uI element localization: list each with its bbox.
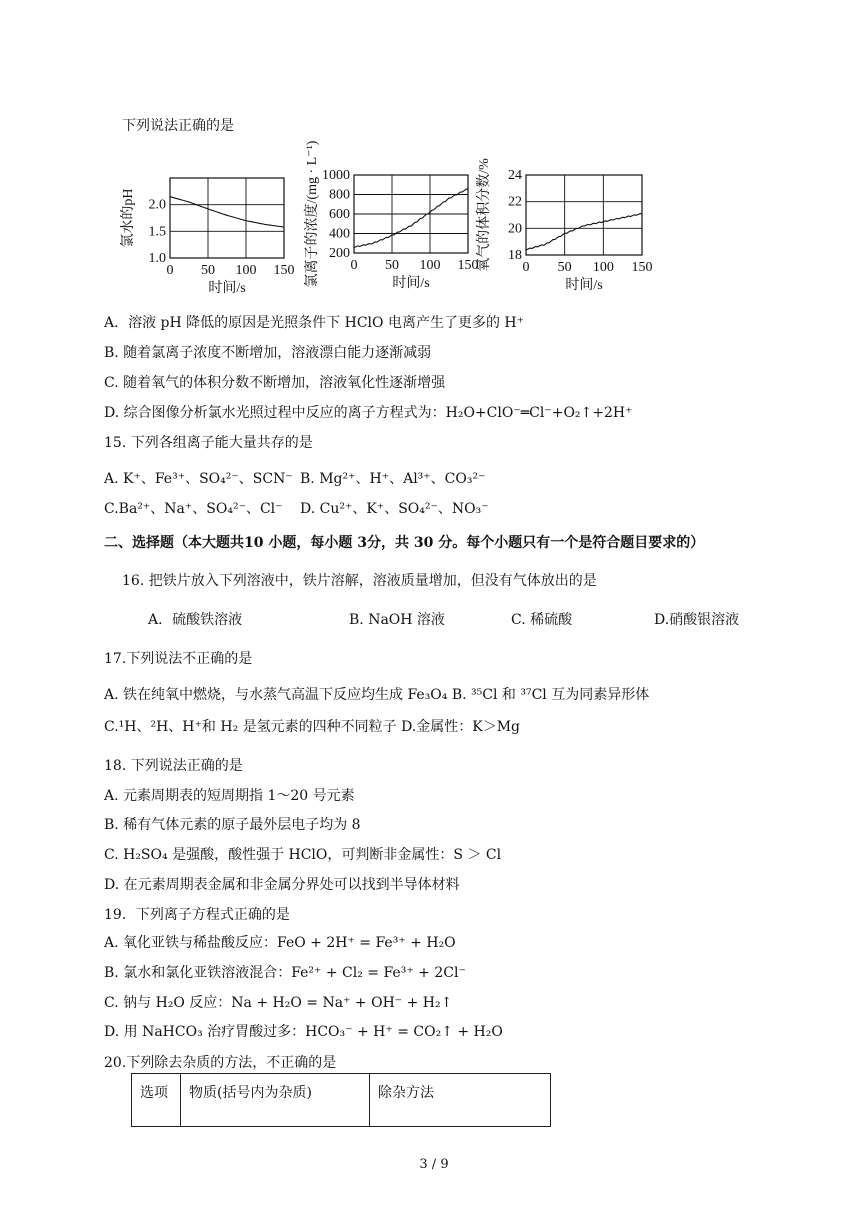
q15-option-b: B. Mg²⁺、H⁺、Al³⁺、CO₃²⁻ <box>300 471 486 487</box>
q15-option-d: D. Cu²⁺、K⁺、SO₄²⁻、NO₃⁻ <box>300 501 489 517</box>
y-tick-label: 24 <box>508 168 522 183</box>
y-tick-label: 200 <box>329 246 350 261</box>
table-row <box>132 1074 551 1127</box>
x-tick-label: 150 <box>631 260 653 275</box>
chart-ph <box>118 160 308 304</box>
q15-option-a: A. K⁺、Fe³⁺、SO₄²⁻、SCN⁻ <box>104 471 293 487</box>
x-tick-label: 50 <box>557 260 572 275</box>
y-tick-label: 600 <box>329 207 350 222</box>
q18-option-d: D. 在元素周期表金属和非金属分界处可以找到半导体材料 <box>104 877 460 893</box>
q15-option-c: C.Ba²⁺、Na⁺、SO₄²⁻、Cl⁻ <box>104 501 283 517</box>
y-tick-label: 400 <box>329 226 350 242</box>
y-tick-label: 2.0 <box>148 197 166 213</box>
x-tick-label: 0 <box>350 258 358 273</box>
section-2-heading: 二、选择题（本大题共10 小题，每小题 3分，共 30 分。每个小题只有一个是符合题目要求的） <box>104 535 705 551</box>
x-axis-label: 时间/s <box>208 281 246 296</box>
x-tick-label: 150 <box>273 263 295 278</box>
q17-stem: 17.下列说法不正确的是 <box>104 651 253 667</box>
y-tick-label: 1000 <box>322 168 350 183</box>
q19-option-b: B. 氯水和氯化亚铁溶液混合：Fe²⁺ + Cl₂ = Fe³⁺ + 2Cl⁻ <box>104 965 466 981</box>
q14-option-c: C. 随着氧气的体积分数不断增加，溶液氧化性逐渐增强 <box>104 375 446 391</box>
q16-option-a: A．硫酸铁溶液 <box>148 612 243 628</box>
y-tick-label: 1.0 <box>148 251 166 266</box>
q19-option-d: D. 用 NaHCO₃ 治疗胃酸过多：HCO₃⁻ + H⁺ = CO₂↑ + H₂O <box>104 1024 503 1040</box>
q16-option-d: D.硝酸银溶液 <box>654 612 740 628</box>
q18-stem: 18. 下列说法正确的是 <box>104 758 243 774</box>
q15-stem: 15. 下列各组离子能大量共存的是 <box>104 435 313 451</box>
plot-frame <box>170 178 284 258</box>
q20-table <box>131 1073 551 1127</box>
x-tick-label: 0 <box>166 263 174 278</box>
y-tick-label: 18 <box>508 248 522 263</box>
y-tick-label: 20 <box>508 221 522 237</box>
y-axis-label: 氯离子的浓度/(mg · L⁻¹) <box>305 140 320 288</box>
chart-chloride <box>298 140 488 304</box>
series-line <box>526 214 642 251</box>
y-tick-label: 800 <box>329 187 350 203</box>
q16-option-b: B. NaOH 溶液 <box>349 612 445 628</box>
y-axis-label: 氧气的体积分数/% <box>477 158 492 272</box>
q16-stem: 16. 把铁片放入下列溶液中，铁片溶解，溶液质量增加，但没有气体放出的是 <box>122 573 597 589</box>
x-tick-label: 100 <box>419 258 441 273</box>
q19-stem: 19．下列离子方程式正确的是 <box>104 907 290 923</box>
q17-options-cd: C.¹H、²H、H⁺和 H₂ 是氢元素的四种不同粒子 D.金属性：K＞Mg <box>104 719 521 735</box>
intro-text: 下列说法正确的是 <box>122 118 234 134</box>
x-tick-label: 100 <box>235 263 257 278</box>
q19-option-a: A. 氧化亚铁与稀盐酸反应：FeO + 2H⁺ = Fe³⁺ + H₂O <box>104 935 456 951</box>
plot-frame <box>526 175 642 255</box>
x-axis-label: 时间/s <box>392 276 430 291</box>
q14-option-d: D. 综合图像分析氯水光照过程中反应的离子方程式为：H₂O+ClO⁻═Cl⁻+O₂↑+2H⁺ <box>104 405 633 421</box>
q19-option-c: C. 钠与 H₂O 反应：Na + H₂O = Na⁺ + OH⁻ + H₂↑ <box>104 995 453 1011</box>
x-tick-label: 50 <box>201 263 215 278</box>
table-header-cell: 选项 <box>132 1074 181 1127</box>
table-header-cell: 除杂方法 <box>370 1074 551 1127</box>
q16-option-c: C. 稀硫酸 <box>511 612 573 628</box>
q18-option-a: A. 元素周期表的短周期指 1～20 号元素 <box>104 788 355 804</box>
page-number: 3 / 9 <box>419 1157 449 1172</box>
x-tick-label: 150 <box>457 258 479 273</box>
q14-option-a: A．溶液 pH 降低的原因是光照条件下 HClO 电离产生了更多的 H⁺ <box>104 315 525 331</box>
chart-oxygen <box>477 150 670 304</box>
x-tick-label: 50 <box>385 258 399 273</box>
x-tick-label: 100 <box>592 260 614 275</box>
x-tick-label: 0 <box>522 260 530 275</box>
x-axis-label: 时间/s <box>565 278 603 293</box>
q18-option-b: B. 稀有气体元素的原子最外层电子均为 8 <box>104 817 361 833</box>
series-line <box>354 189 468 248</box>
table-header-cell: 物质(括号内为杂质) <box>181 1074 370 1127</box>
y-axis-label: 氯水的pH <box>121 188 136 248</box>
q17-options-ab: A. 铁在纯氧中燃烧，与水蒸气高温下反应均生成 Fe₃O₄ B. ³⁵Cl 和 ³⁷Cl 互为同素异形体 <box>104 687 650 703</box>
q14-option-b: B. 随着氯离子浓度不断增加，溶液漂白能力逐渐减弱 <box>104 345 432 361</box>
y-tick-label: 22 <box>508 194 522 210</box>
q20-stem: 20.下列除去杂质的方法，不正确的是 <box>104 1055 337 1071</box>
series-line <box>170 197 284 227</box>
q18-option-c: C. H₂SO₄ 是强酸，酸性强于 HClO，可判断非金属性：S ＞ Cl <box>104 847 502 863</box>
y-tick-label: 1.5 <box>148 224 166 240</box>
